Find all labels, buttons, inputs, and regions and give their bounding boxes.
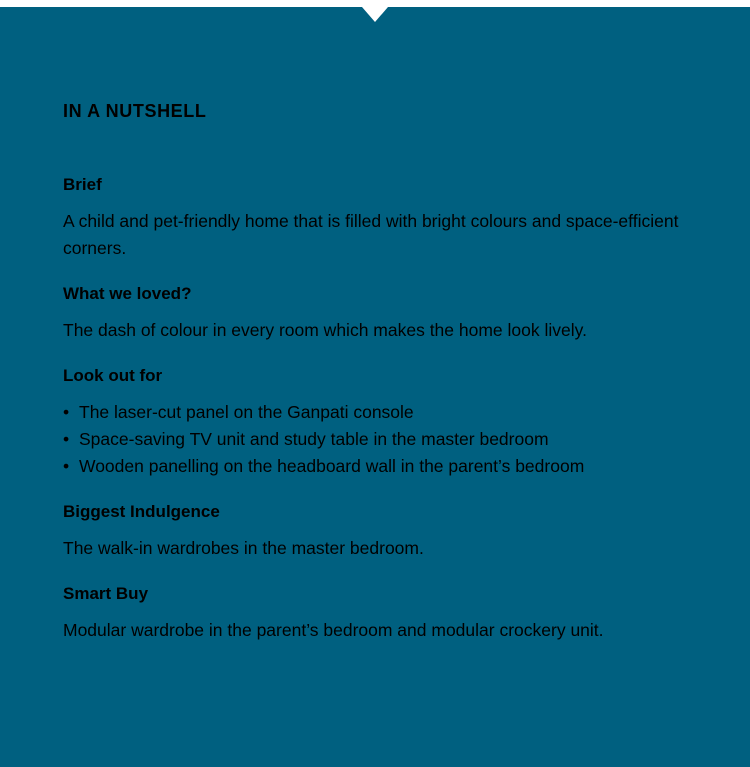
section-text: The dash of colour in every room which makes the home look lively. xyxy=(63,320,587,340)
section-text: Modular wardrobe in the parent’s bedroom and modular crockery unit. xyxy=(63,620,604,640)
section-what-we-loved xyxy=(63,283,693,344)
section-text: The walk-in wardrobes in the master bedroom. xyxy=(63,538,424,558)
section-heading: Biggest Indulgence xyxy=(63,502,220,521)
section-heading: Look out for xyxy=(63,366,163,385)
section-smart-buy xyxy=(63,583,693,644)
section-brief xyxy=(63,174,693,262)
list-item xyxy=(63,426,693,453)
section-biggest-indulgence xyxy=(63,501,693,562)
bullet-icon: • xyxy=(63,429,70,449)
list-item-text: Wooden panelling on the headboard wall in the parent’s bedroom xyxy=(79,456,585,476)
section-heading: Smart Buy xyxy=(63,584,149,603)
section-heading: Brief xyxy=(63,175,102,194)
page-title: IN A NUTSHELL xyxy=(63,101,207,121)
list-item xyxy=(63,453,693,480)
bullet-list xyxy=(63,399,693,480)
pointer-notch xyxy=(362,7,388,22)
bullet-icon: • xyxy=(63,456,70,476)
list-item xyxy=(63,399,693,426)
list-item-text: The laser-cut panel on the Ganpati console xyxy=(79,402,414,422)
section-text: A child and pet-friendly home that is filled with bright colours and space-efficient corners. xyxy=(63,211,679,258)
section-look-out-for xyxy=(63,365,693,480)
top-strip xyxy=(0,0,750,7)
bullet-icon: • xyxy=(63,402,70,422)
section-heading: What we loved? xyxy=(63,284,192,303)
list-item-text: Space-saving TV unit and study table in the master bedroom xyxy=(79,429,549,449)
nutshell-content xyxy=(63,100,693,665)
